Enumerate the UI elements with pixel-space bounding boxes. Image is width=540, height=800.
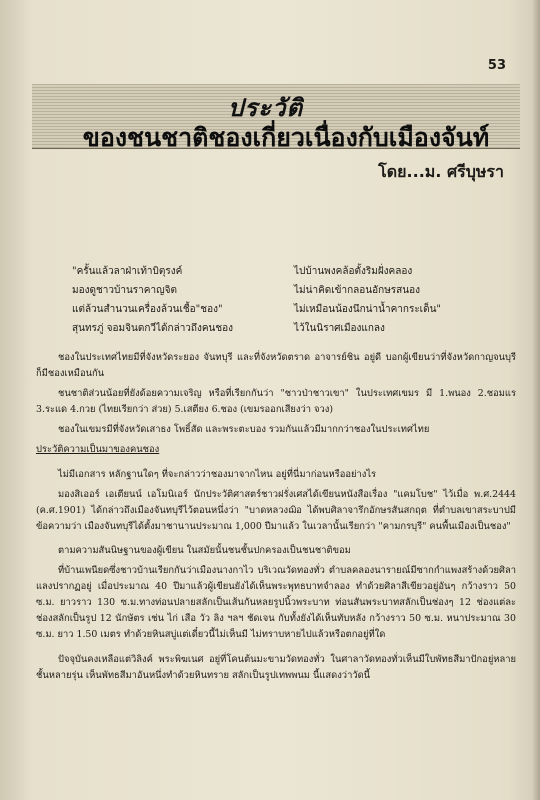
poem-line: "ครั้นแล้วลาฝ่าเท้าบิตุรงค์ — [72, 266, 183, 277]
page-edge-shadow — [532, 0, 540, 800]
paragraph: ปัจจุบันคงเหลือแต่วิลิงค์ พระพิฆเนศ อยู่ที่โคนต้นมะขามวัดทองทั่ว ในศาลาวัดทองทั่วเห็นมีใบพัทธสีมาปักอยู่หลายชั้นหลายรุ่น เห็นพัทธสีมาอันหนึ่งทำด้วยหินทราย สลักเป็นรูปเทพพนม นี้แสดงว่าวัดนี้ — [36, 653, 516, 681]
paragraph: ที่บ้านเพนียดซึ่งชาวบ้านเรียกกันว่าเมืองนางกาไว บริเวณวัดทองทั่ว ตำบลคลองนารายณ์มีซากกำแพงสร้างด้วยศิลาแลงปรากฏอยู่ เมื่อประมาณ 40 ปีมาแล้วผู้เขียนยังได้เห็นพระพุทธบาทจำลอง ทำด้วยศิลาสีเขียวอยู่อันๆ กว้างราว 50 ซ.ม. ยาวราว 130 ซ.ม.ทางท่อนปลายสลักเป็นเส้นกันหลยรูปนิ้วพระบาท ท่อนสันพระบาทสลักเป็นช่องๆ 12 ช่องแต่ละช่องสลักเป็นรูป 12 นักษัตร เช่น ไก่ เสือ วัว ลิง ฯลฯ ชัดเจน กับทั้งยังได้เห็นทับหลัง กว้างราว 50 ซ.ม. หนาประมาณ 30 ซ.ม. ยาว 1.50 เมตร ทำด้วยหินสบู่แต่เดี๋ยวนี้ไม่เห็นมี ไม่ทราบหายไปแล้วหรือตกอยู่ที่ใด — [36, 565, 516, 641]
poem-right-column — [294, 262, 514, 338]
poem-line: สุนทรภู่ จอมจินดกวีได้กล่าวถึงคนชอง — [72, 323, 234, 334]
byline: โดย...ม. ศรีบุษรา — [378, 162, 504, 181]
paragraph: ตามความสันนิษฐานของผู้เขียน ในสมัยนั้นชนชั้นปกครองเป็นชนชาติขอม — [58, 544, 351, 556]
title-main: ของชนชาติชองเกี่ยวเนื่องกับเมืองจันท์ — [82, 123, 490, 152]
paragraph: ชองในเขมรมีที่จังหวัดเสาธง โพธิ์สัด และพระตะบอง รวมกันแล้วมีมากกว่าชองในประเทศไทย — [58, 424, 430, 436]
poem-left-column — [72, 262, 282, 338]
poem-line: แต่ล้วนสำนวนเครื่องล้วนเชื้อ"ชอง" — [72, 304, 223, 315]
title-top: ประวัติ — [228, 94, 304, 122]
body-text — [36, 350, 516, 692]
poem-line: ไม่เหมือนน้องนึกน่าน้ำคากระเด็น" — [294, 304, 442, 315]
paragraph: ชนชาติส่วนน้อยที่ยังด้อยความเจริญ หรือที่เรียกกันว่า "ชาวป่าชาวเขา" ในประเทศเขมร มี 1.พนอง 2.ชอมแร 3.ระแด 4.กวย (ไทยเรียกว่า ส่วย) 5.เสตียง 6.ชอง (เขมรออกเสียงว่า จวง) — [36, 388, 516, 416]
poem-line: ไม่น่าคิดเข้ากลอนอักษรสนอง — [294, 285, 421, 296]
poem-line: มองดูชาวบ้านราคาญจิต — [72, 285, 177, 296]
poem-line: ไปบ้านพงคล้อตั้งริมฝั่งคลอง — [294, 266, 413, 277]
paragraph: ไม่มีเอกสาร หลักฐานใดๆ ที่จะกล่าวว่าชองมาจากไหน อยู่ที่นี่มาก่อนหรืออย่างไร — [58, 468, 377, 480]
page-number: 53 — [487, 58, 506, 73]
section-heading: ประวัติความเป็นมาของคนชอง — [36, 444, 160, 456]
poem-line: ไว้ในนิราศเมืองแกลง — [294, 323, 385, 334]
paragraph: ชองในประเทศไทยมีที่จังหวัดระยอง จันทบุรี และที่จังหวัดตราด อาจารย์ชิน อยู่ดี บอกผู้เขียนว่าที่จังหวัดกาญจนบุรี ก็มีชองเหมือนกัน — [36, 352, 516, 380]
paragraph: มองสิเออร์ เอเตียนน์ เอโมนิเอร์ นักประวัติศาสตร์ชาวฝรั่งเศสได้เขียนหนังสือเรื่อง "แคมโบช" ไว้เมื่อ พ.ศ.2444 (ค.ศ.1901) ได้กล่าวถึงเมืองจันทบุรีไว้ตอนหนึ่งว่า "บาดหลวงฌิอ ได้พบศิลาจารึกอักษรสันสกฤต ที่ตำบลเขาสระบาปมีข้อความว่า เมืองจันทบุรีได้ตั้งมาชานานประมาณ 1,000 ปีมาแล้ว ในเวลานั้นเรียกว่า "คามกรบุรี" คนพื้นเมืองเป็นชอง" — [36, 488, 516, 532]
